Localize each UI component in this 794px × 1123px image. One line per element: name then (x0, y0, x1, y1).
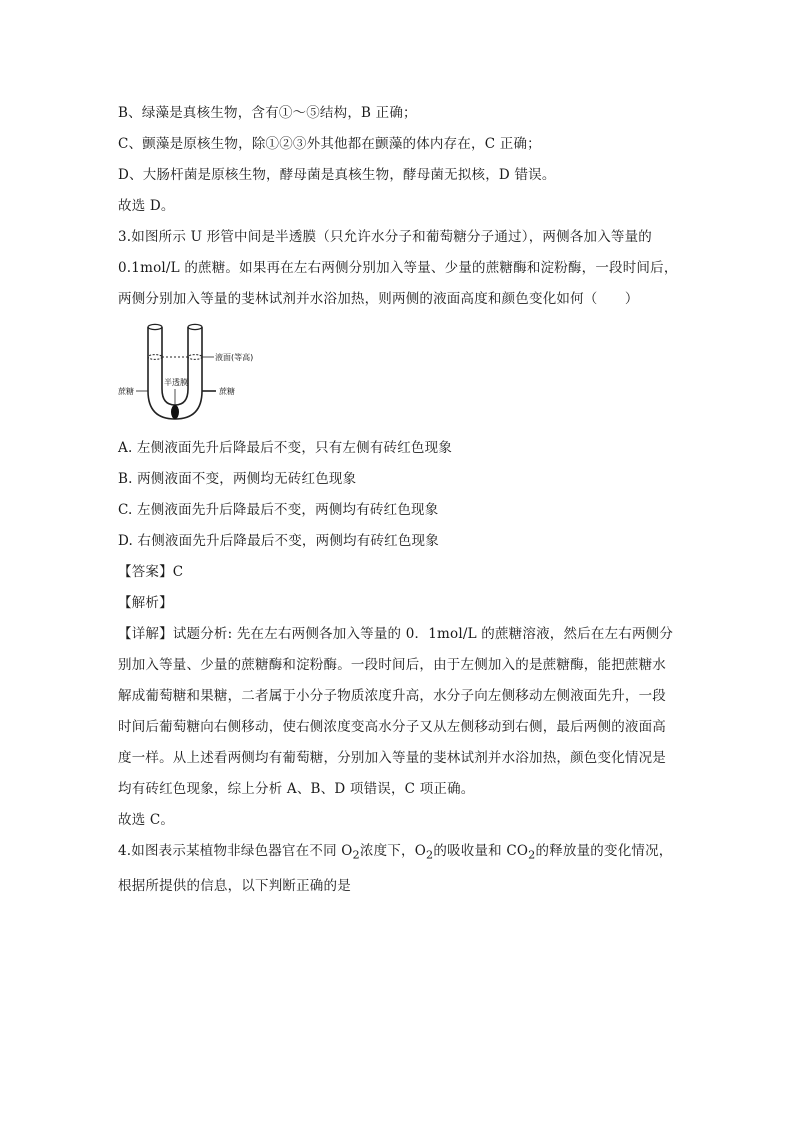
prev-conclusion: 故选 D。 (118, 198, 175, 214)
q3-option-a: A. 左侧液面先升后降最后不变，只有左侧有砖红色现象 (118, 440, 453, 456)
figure-label-right-sucrose: 蔗糖 (219, 387, 235, 396)
q4-subscript-3: 2 (528, 848, 536, 862)
document-page (118, 98, 678, 902)
q3-stem-line-3: 两侧分别加入等量的斐林试剂并水浴加热，则两侧的液面高度和颜色变化如何（ ） (118, 291, 639, 307)
q4-stem-line-1 (118, 836, 678, 871)
q4-stem-part-3: 的吸收量和 CO (433, 843, 529, 859)
q3-answer: 【答案】C (118, 564, 184, 580)
q3-detail-line-1 (118, 619, 678, 650)
figure-label-liquid-level: 液面(等高) (215, 353, 254, 362)
q4-stem-line-2: 根据所提供的信息，以下判断正确的是 (118, 877, 351, 894)
q4-subscript-1: 2 (352, 848, 360, 862)
q4-stem-part-4: 的释放量的变化情况， (535, 843, 673, 859)
figure-label-left-sucrose: 蔗糖 (118, 387, 134, 396)
prev-option-b: B、绿藻是真核生物，含有①～⑤结构，B 正确； (118, 105, 417, 121)
q3-option-c: C. 左侧液面先升后降最后不变，两侧均有砖红色现象 (118, 502, 439, 518)
q4-stem-part-1: 4.如图表示某植物非绿色器官在不同 O (118, 843, 353, 859)
q3-stem-line-2: 0.1mol/L 的蔗糖。如果再在左右两侧分别加入等量、少量的蔗糖酶和淀粉酶，一段时间后， (118, 260, 678, 276)
figure-label-membrane: 半透膜 (164, 378, 188, 387)
q3-detail-line-3: 解成葡萄糖和果糖，二者属于小分子物质浓度升高，水分子向左侧移动左侧液面先升，一段 (118, 688, 666, 704)
q3-option-d: D. 右侧液面先升后降最后不变，两侧均有砖红色现象 (118, 533, 439, 549)
prev-option-d: D、大肠杆菌是原核生物，酵母菌是真核生物，酵母菌无拟核，D 错误。 (118, 167, 556, 183)
q3-detail-text-1: 试题分析: 先在左右两侧各加入等量的 0．1mol/L 的蔗糖溶液，然后在左右两侧分 (172, 626, 674, 642)
prev-option-c: C、颤藻是原核生物，除①②③外其他都在颤藻的体内存在，C 正确； (118, 136, 541, 152)
q3-detail-label: 【详解】 (118, 626, 173, 642)
q4-stem-part-2: 浓度下，O (359, 843, 426, 859)
q3-conclusion: 故选 C。 (118, 812, 175, 828)
u-tube-diagram (118, 319, 283, 431)
q3-detail-line-5: 度一样。从上述看两侧均有葡萄糖，分别加入等量的斐林试剂并水浴加热，颜色变化情况是 (118, 750, 666, 766)
q3-detail-line-4: 时间后葡萄糖向右侧移动，使右侧浓度变高水分子又从左侧移动到右侧，最后两侧的液面高 (118, 719, 666, 735)
q3-option-b: B. 两侧液面不变，两侧均无砖红色现象 (118, 471, 357, 487)
q4-subscript-2: 2 (425, 848, 434, 862)
q3-detail-line-2: 别加入等量、少量的蔗糖酶和淀粉酶。一段时间后，由于左侧加入的是蔗糖酶，能把蔗糖水 (118, 657, 666, 673)
q3-detail-line-6: 均有砖红色现象，综上分析 A、B、D 项错误，C 项正确。 (118, 781, 475, 797)
q3-analysis-heading: 【解析】 (118, 595, 173, 611)
q3-stem-line-1: 3.如图所示 U 形管中间是半透膜（只允许水分子和葡萄糖分子通过），两侧各加入等量的 (118, 229, 652, 245)
u-tube-figure (118, 319, 283, 431)
